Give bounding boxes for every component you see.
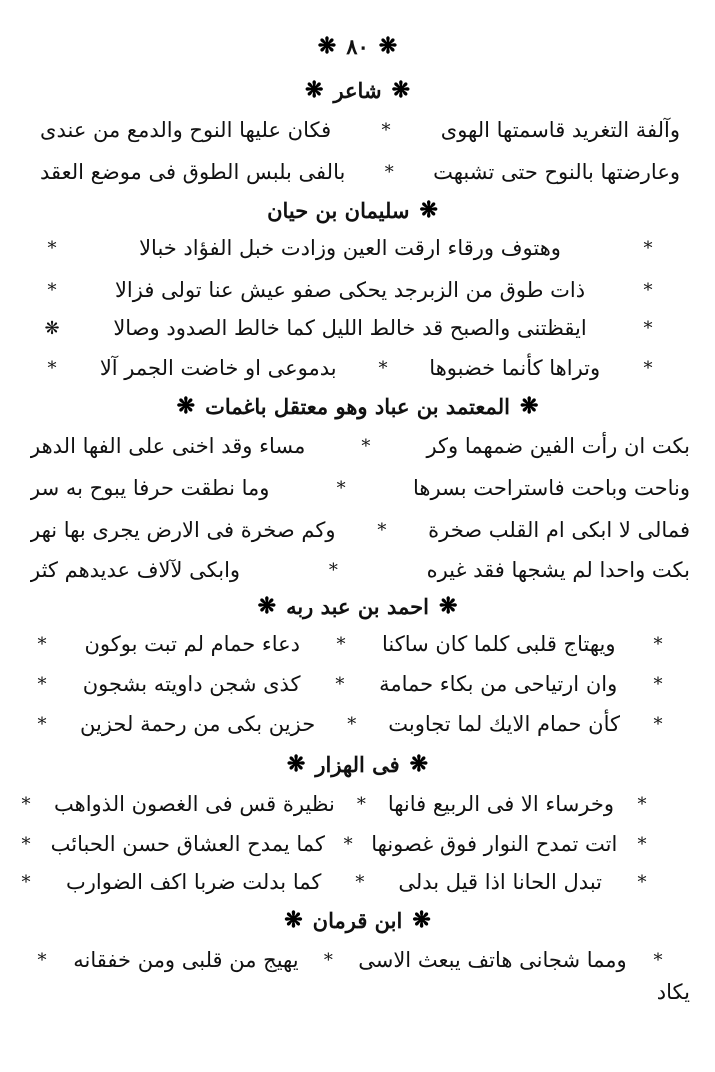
- hemistich-second: نظيرة قس فى الغصون الذواهب: [54, 792, 335, 816]
- hemistich-first: ويهتاج قلبى كلما كان ساكنا: [381, 632, 616, 656]
- hemistich-first: وآلفة التغريد قاسمتها الهوى: [440, 118, 680, 142]
- section-heading: [0, 384, 715, 428]
- ornament-icon: ❋: [284, 907, 303, 933]
- ornament-icon: ❋: [378, 33, 398, 59]
- verse-line: [30, 702, 670, 746]
- separator-icon: *: [343, 833, 353, 855]
- heading-text: شاعر: [333, 77, 382, 103]
- heading-text: فى الهزار: [315, 751, 400, 777]
- separator-icon: *: [377, 519, 387, 541]
- hemistich-second: كذى شجن داويته بشجون: [82, 672, 301, 696]
- ornament-icon: ❋: [317, 33, 337, 59]
- line-mark-icon: *: [47, 237, 57, 259]
- verse-text: ذات طوق من الزبرجد يحكى صفو عيش عنا تولى فزالا: [114, 278, 586, 302]
- hemistich-second: مساء وقد اخنى على الفها الدهر: [30, 434, 306, 458]
- separator-icon: *: [361, 435, 371, 457]
- heading-text: ابن قرمان: [312, 907, 403, 933]
- line-mark-icon: *: [643, 357, 653, 379]
- line-mark-icon: *: [47, 357, 57, 379]
- line-mark-icon: *: [37, 949, 47, 971]
- heading-text: سليمان بن حيان: [267, 197, 410, 223]
- separator-icon: *: [384, 161, 394, 183]
- section-heading: [0, 68, 715, 112]
- hemistich-first: بكت واحدا لم يشجها فقد غيره: [426, 558, 690, 582]
- ornament-icon: ❋: [419, 197, 438, 223]
- line-mark-icon: *: [653, 713, 663, 735]
- line-mark-icon: *: [637, 871, 647, 893]
- line-mark-icon: *: [653, 633, 663, 655]
- text-line: [40, 108, 680, 152]
- ornament-icon: ❋: [519, 393, 539, 419]
- page-number-header: [0, 24, 715, 68]
- hemistich-second: فكان عليها النوح والدمع من عندى: [40, 118, 332, 142]
- line-mark-icon: *: [653, 949, 663, 971]
- line-mark-icon: *: [643, 237, 653, 259]
- ornament-icon: ❋: [412, 907, 431, 933]
- ornament-icon: ❋: [409, 751, 429, 777]
- hemistich-second: كما بدلت ضربا اكف الضوارب: [65, 870, 322, 894]
- hemistich-second: وما نطقت حرفا يبوح به سر: [30, 476, 270, 500]
- trailing-word: يكاد: [656, 980, 690, 1004]
- separator-icon: *: [355, 871, 365, 893]
- line-mark-icon: *: [37, 633, 47, 655]
- ornament-icon: ❋: [257, 593, 277, 619]
- separator-icon: *: [347, 713, 357, 735]
- line-mark-icon: *: [37, 713, 47, 735]
- hemistich-first: بكت ان رأت الفين ضمهما وكر: [426, 434, 690, 458]
- hemistich-first: تبدل الحانا اذا قيل بدلى: [398, 870, 603, 894]
- separator-icon: *: [378, 357, 388, 379]
- verse-text: وهتوف ورقاء ارقت العين وزادت خبل الفؤاد خبالا: [139, 236, 561, 260]
- line-mark-icon: *: [653, 673, 663, 695]
- line-mark-icon: *: [21, 833, 31, 855]
- line-mark-icon: ❋: [44, 317, 60, 339]
- hemistich-first: كأن حمام الايك لما تجاوبت: [388, 712, 620, 736]
- hemistich-first: ومما شجانى هاتف يبعث الاسى: [358, 948, 627, 972]
- hemistich-second: بدموعى او خاضت الجمر آلا: [99, 356, 337, 380]
- ornament-icon: ❋: [391, 77, 410, 103]
- separator-icon: *: [335, 673, 345, 695]
- hemistich-second: وكم صخرة فى الارض يجرى بها نهر: [30, 518, 336, 542]
- line-mark-icon: *: [643, 317, 653, 339]
- verse-line: [30, 938, 670, 982]
- line-mark-icon: *: [21, 871, 31, 893]
- hemistich-second: وابكى لآلاف عديدهم كثر: [30, 558, 241, 582]
- separator-icon: *: [336, 633, 346, 655]
- line-mark-icon: *: [37, 673, 47, 695]
- line-mark-icon: *: [47, 279, 57, 301]
- verse-line: [40, 226, 660, 270]
- line-mark-icon: *: [637, 793, 647, 815]
- verse-line: [30, 622, 670, 666]
- verse-text: ايقظتنى والصبح قد خالط الليل كما خالط الصدود وصالا: [113, 316, 587, 340]
- hemistich-second: يهيج من قلبى ومن خفقانه: [73, 948, 299, 972]
- hemistich-first: وخرساء الا فى الربيع فانها: [387, 792, 614, 816]
- text-line: [30, 466, 690, 510]
- ornament-icon: ❋: [438, 593, 458, 619]
- hemistich-second: بالفى بلبس الطوق فى موضع العقد: [40, 160, 346, 184]
- line-mark-icon: *: [643, 279, 653, 301]
- text-line: [30, 508, 690, 552]
- verse-line: [40, 306, 660, 350]
- heading-text: احمد بن عبد ربه: [286, 593, 429, 619]
- hemistich-second: حزين بكى من رحمة لحزين: [80, 712, 316, 736]
- hemistich-first: اتت تمدح النوار فوق غصونها: [371, 832, 618, 856]
- verse-line: [30, 662, 670, 706]
- section-heading: [0, 898, 715, 942]
- separator-icon: *: [381, 119, 391, 141]
- hemistich-first: وتراها كأنما خضبوها: [429, 356, 601, 380]
- separator-icon: *: [336, 477, 346, 499]
- heading-text: المعتمد بن عباد وهو معتقل باغمات: [205, 393, 510, 419]
- hemistich-first: وان ارتياحى من بكاء حمامة: [379, 672, 618, 696]
- line-mark-icon: *: [637, 833, 647, 855]
- separator-icon: *: [323, 949, 333, 971]
- hemistich-second: كما يمدح العشاق حسن الحبائب: [50, 832, 325, 856]
- hemistich-first: فمالى لا ابكى ام القلب صخرة: [428, 518, 690, 542]
- page-number: ٨٠: [346, 33, 369, 59]
- ornament-icon: ❋: [176, 393, 196, 419]
- separator-icon: *: [356, 793, 366, 815]
- text-line: [30, 424, 690, 468]
- hemistich-first: وعارضتها بالنوح حتى تشبهت: [433, 160, 680, 184]
- hemistich-first: وناحت وباحت فاستراحت بسرها: [412, 476, 690, 500]
- separator-icon: *: [328, 559, 338, 581]
- verse-line: [14, 782, 654, 826]
- line-mark-icon: *: [21, 793, 31, 815]
- ornament-icon: ❋: [286, 751, 306, 777]
- section-heading: [0, 742, 715, 786]
- ornament-icon: ❋: [305, 77, 324, 103]
- hemistich-second: دعاء حمام لم تبت بوكون: [84, 632, 301, 656]
